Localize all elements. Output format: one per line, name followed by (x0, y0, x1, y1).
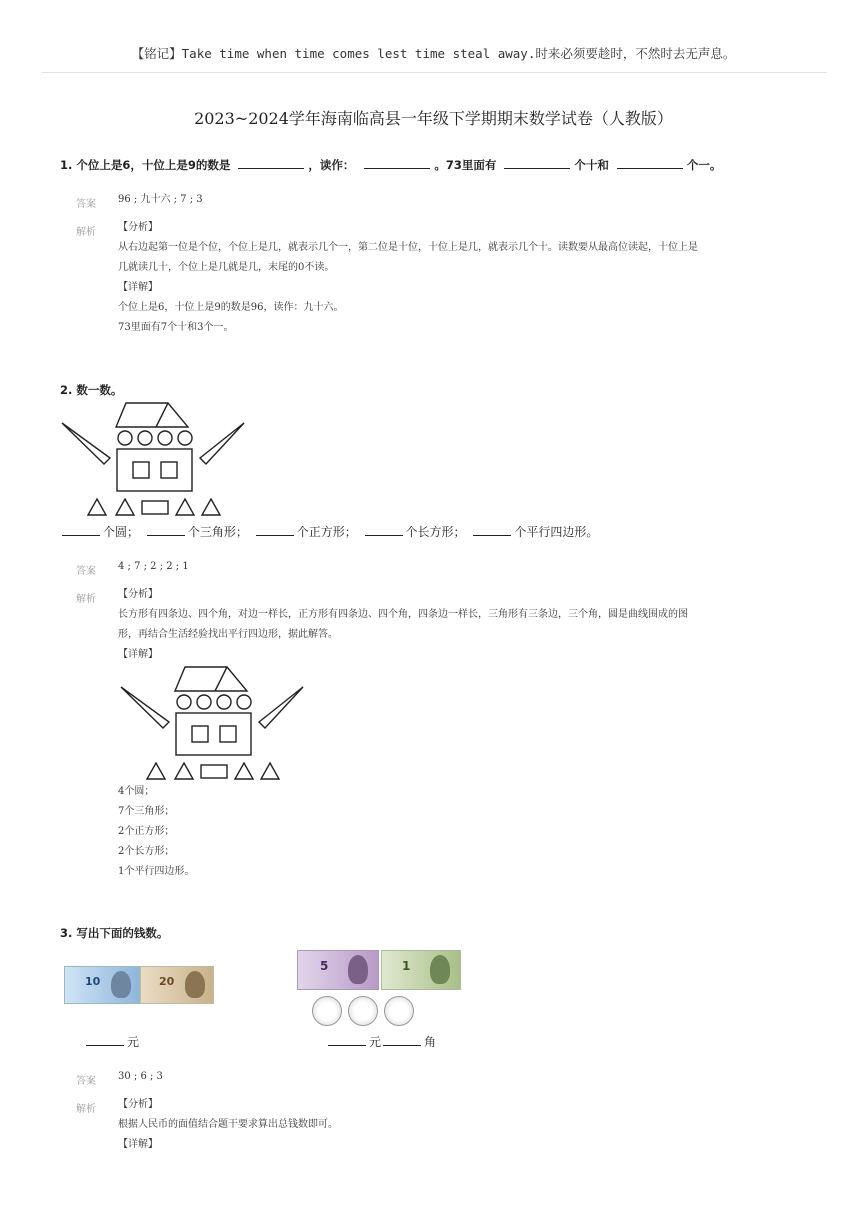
q3-answer: 30 ; 6 ; 3 (118, 1071, 163, 1082)
q1-blank-2[interactable] (364, 158, 430, 169)
triangle-shape (176, 499, 194, 515)
coin-icon (384, 996, 414, 1026)
left-arm-triangle (62, 423, 110, 464)
portrait-icon (111, 971, 131, 998)
q1-text-2: ，读作： (308, 158, 355, 172)
q2-fill-text: 个长方形； (405, 525, 466, 539)
q2-detail-line: 2个正方形； (118, 826, 175, 837)
q2-blank[interactable] (473, 525, 511, 536)
square-shape (161, 462, 177, 478)
right-arm-triangle (200, 423, 244, 464)
yuan-unit: 元 (369, 1035, 382, 1049)
q1-analysis-line: 从右边起第一位是个位，个位上是几，就表示几个一，第二位是十位，十位上是几，就表示几个十。读数要从最高位读起，十位上是 (118, 242, 698, 253)
q1-text-4: 个十和 (574, 158, 609, 172)
portrait-icon (185, 971, 205, 998)
robot-figure (58, 398, 258, 518)
q1-analysis (118, 218, 798, 338)
note-value: 5 (320, 959, 329, 973)
q1-blank-1[interactable] (238, 158, 304, 169)
five-yuan-note (297, 950, 379, 990)
q1-text-3: 。73里面有 (434, 158, 497, 172)
q1-detail-line: 个位上是6，十位上是9的数是96，读作：九十六。 (118, 302, 344, 313)
coin-icon (348, 996, 378, 1026)
q2-blank[interactable] (365, 525, 403, 536)
q2-detail-line: 7个三角形； (118, 806, 175, 817)
q2-blank[interactable] (256, 525, 294, 536)
triangle-shape (202, 499, 220, 515)
q1-answer: 96 ; 九十六 ; 7 ; 3 (118, 194, 203, 205)
question-2-stem: 2. 数一数。 (60, 383, 123, 397)
parallelogram-shape (116, 403, 188, 427)
page-title: 2023~2024学年海南临高县一年级下学期期末数学试卷（人教版） (194, 109, 673, 128)
q1-analysis-line: 几就读几十，个位上是几就是几，末尾的0不读。 (118, 262, 335, 273)
q1-xiangjie-heading: 【详解】 (118, 282, 158, 293)
q2-detail-line: 4个圆； (118, 786, 155, 797)
robot-figure-detail (117, 662, 317, 782)
yuan-unit: 元 (127, 1035, 140, 1049)
coin-icon (312, 996, 342, 1026)
q3-fenxi-heading: 【分析】 (118, 1099, 158, 1110)
q2-analysis-label: 解析 (76, 594, 96, 605)
q2-detail-line: 1个平行四边形。 (118, 866, 195, 877)
q2-fenxi-heading: 【分析】 (118, 589, 158, 600)
question-1-stem (60, 157, 721, 173)
q2-fill-text: 个三角形； (187, 525, 248, 539)
q2-detail-line: 2个长方形； (118, 846, 175, 857)
body-rectangle (117, 449, 192, 491)
q2-blank[interactable] (147, 525, 185, 536)
q3-xiangjie-heading: 【详解】 (118, 1139, 158, 1150)
q3-fill-left (86, 1033, 139, 1050)
q2-fill-text: 个正方形； (296, 525, 357, 539)
q2-blank[interactable] (62, 525, 100, 536)
q3-analysis (118, 1095, 798, 1155)
q1-analysis-label: 解析 (76, 227, 96, 238)
q2-answer: 4 ; 7 ; 2 ; 2 ; 1 (118, 561, 189, 572)
q2-analysis (118, 585, 798, 665)
twenty-yuan-note (140, 966, 214, 1004)
q3-blank-yuan[interactable] (86, 1035, 124, 1046)
q3-answer-label: 答案 (76, 1076, 96, 1087)
note-value: 10 (85, 975, 101, 988)
q2-fill-row (62, 523, 598, 540)
q3-analysis-label: 解析 (76, 1104, 96, 1115)
circle-shape (158, 431, 172, 445)
q2-analysis-line: 形，再结合生活经验找出平行四边形，据此解答。 (118, 629, 338, 640)
q2-detail (118, 782, 194, 882)
square-shape (133, 462, 149, 478)
q3-blank-jiao[interactable] (383, 1035, 421, 1046)
q2-fill-text: 个圆； (103, 525, 140, 539)
triangle-shape (88, 499, 106, 515)
portrait-icon (430, 955, 450, 984)
note-value: 1 (402, 959, 411, 973)
question-3-stem: 3. 写出下面的钱数。 (60, 926, 169, 940)
q2-xiangjie-heading: 【详解】 (118, 649, 158, 660)
q3-fill-right (328, 1033, 436, 1050)
q3-blank-yuan[interactable] (328, 1035, 366, 1046)
triangle-shape (116, 499, 134, 515)
one-yuan-note (381, 950, 461, 990)
circle-shape (118, 431, 132, 445)
q1-detail-line: 73里面有7个十和3个一。 (118, 322, 234, 333)
q1-text-1: 1. 个位上是6，十位上是9的数是 (60, 158, 231, 172)
q1-fenxi-heading: 【分析】 (118, 222, 158, 233)
portrait-icon (348, 955, 368, 984)
header-motto: 【铭记】Take time when time comes lest time steal away.时来必须要趁时，不然时去无声息。 (131, 46, 736, 61)
note-value: 20 (159, 975, 175, 988)
q2-analysis-line: 长方形有四条边、四个角，对边一样长，正方形有四条边、四个角，四条边一样长，三角形有三条边，三个角，圆是曲线围成的图 (118, 609, 688, 620)
header-divider (42, 72, 827, 73)
ten-yuan-note (64, 966, 140, 1004)
q3-analysis-line: 根据人民币的面值结合题干要求算出总钱数即可。 (118, 1119, 338, 1130)
q2-answer-label: 答案 (76, 566, 96, 577)
rectangle-shape (142, 501, 168, 514)
q1-blank-3[interactable] (504, 158, 570, 169)
jiao-unit: 角 (424, 1035, 437, 1049)
q1-text-5: 个一。 (686, 158, 722, 172)
q2-fill-text: 个平行四边形。 (514, 525, 599, 539)
q1-blank-4[interactable] (617, 158, 683, 169)
circle-shape (178, 431, 192, 445)
circle-shape (138, 431, 152, 445)
q1-answer-label: 答案 (76, 199, 96, 210)
